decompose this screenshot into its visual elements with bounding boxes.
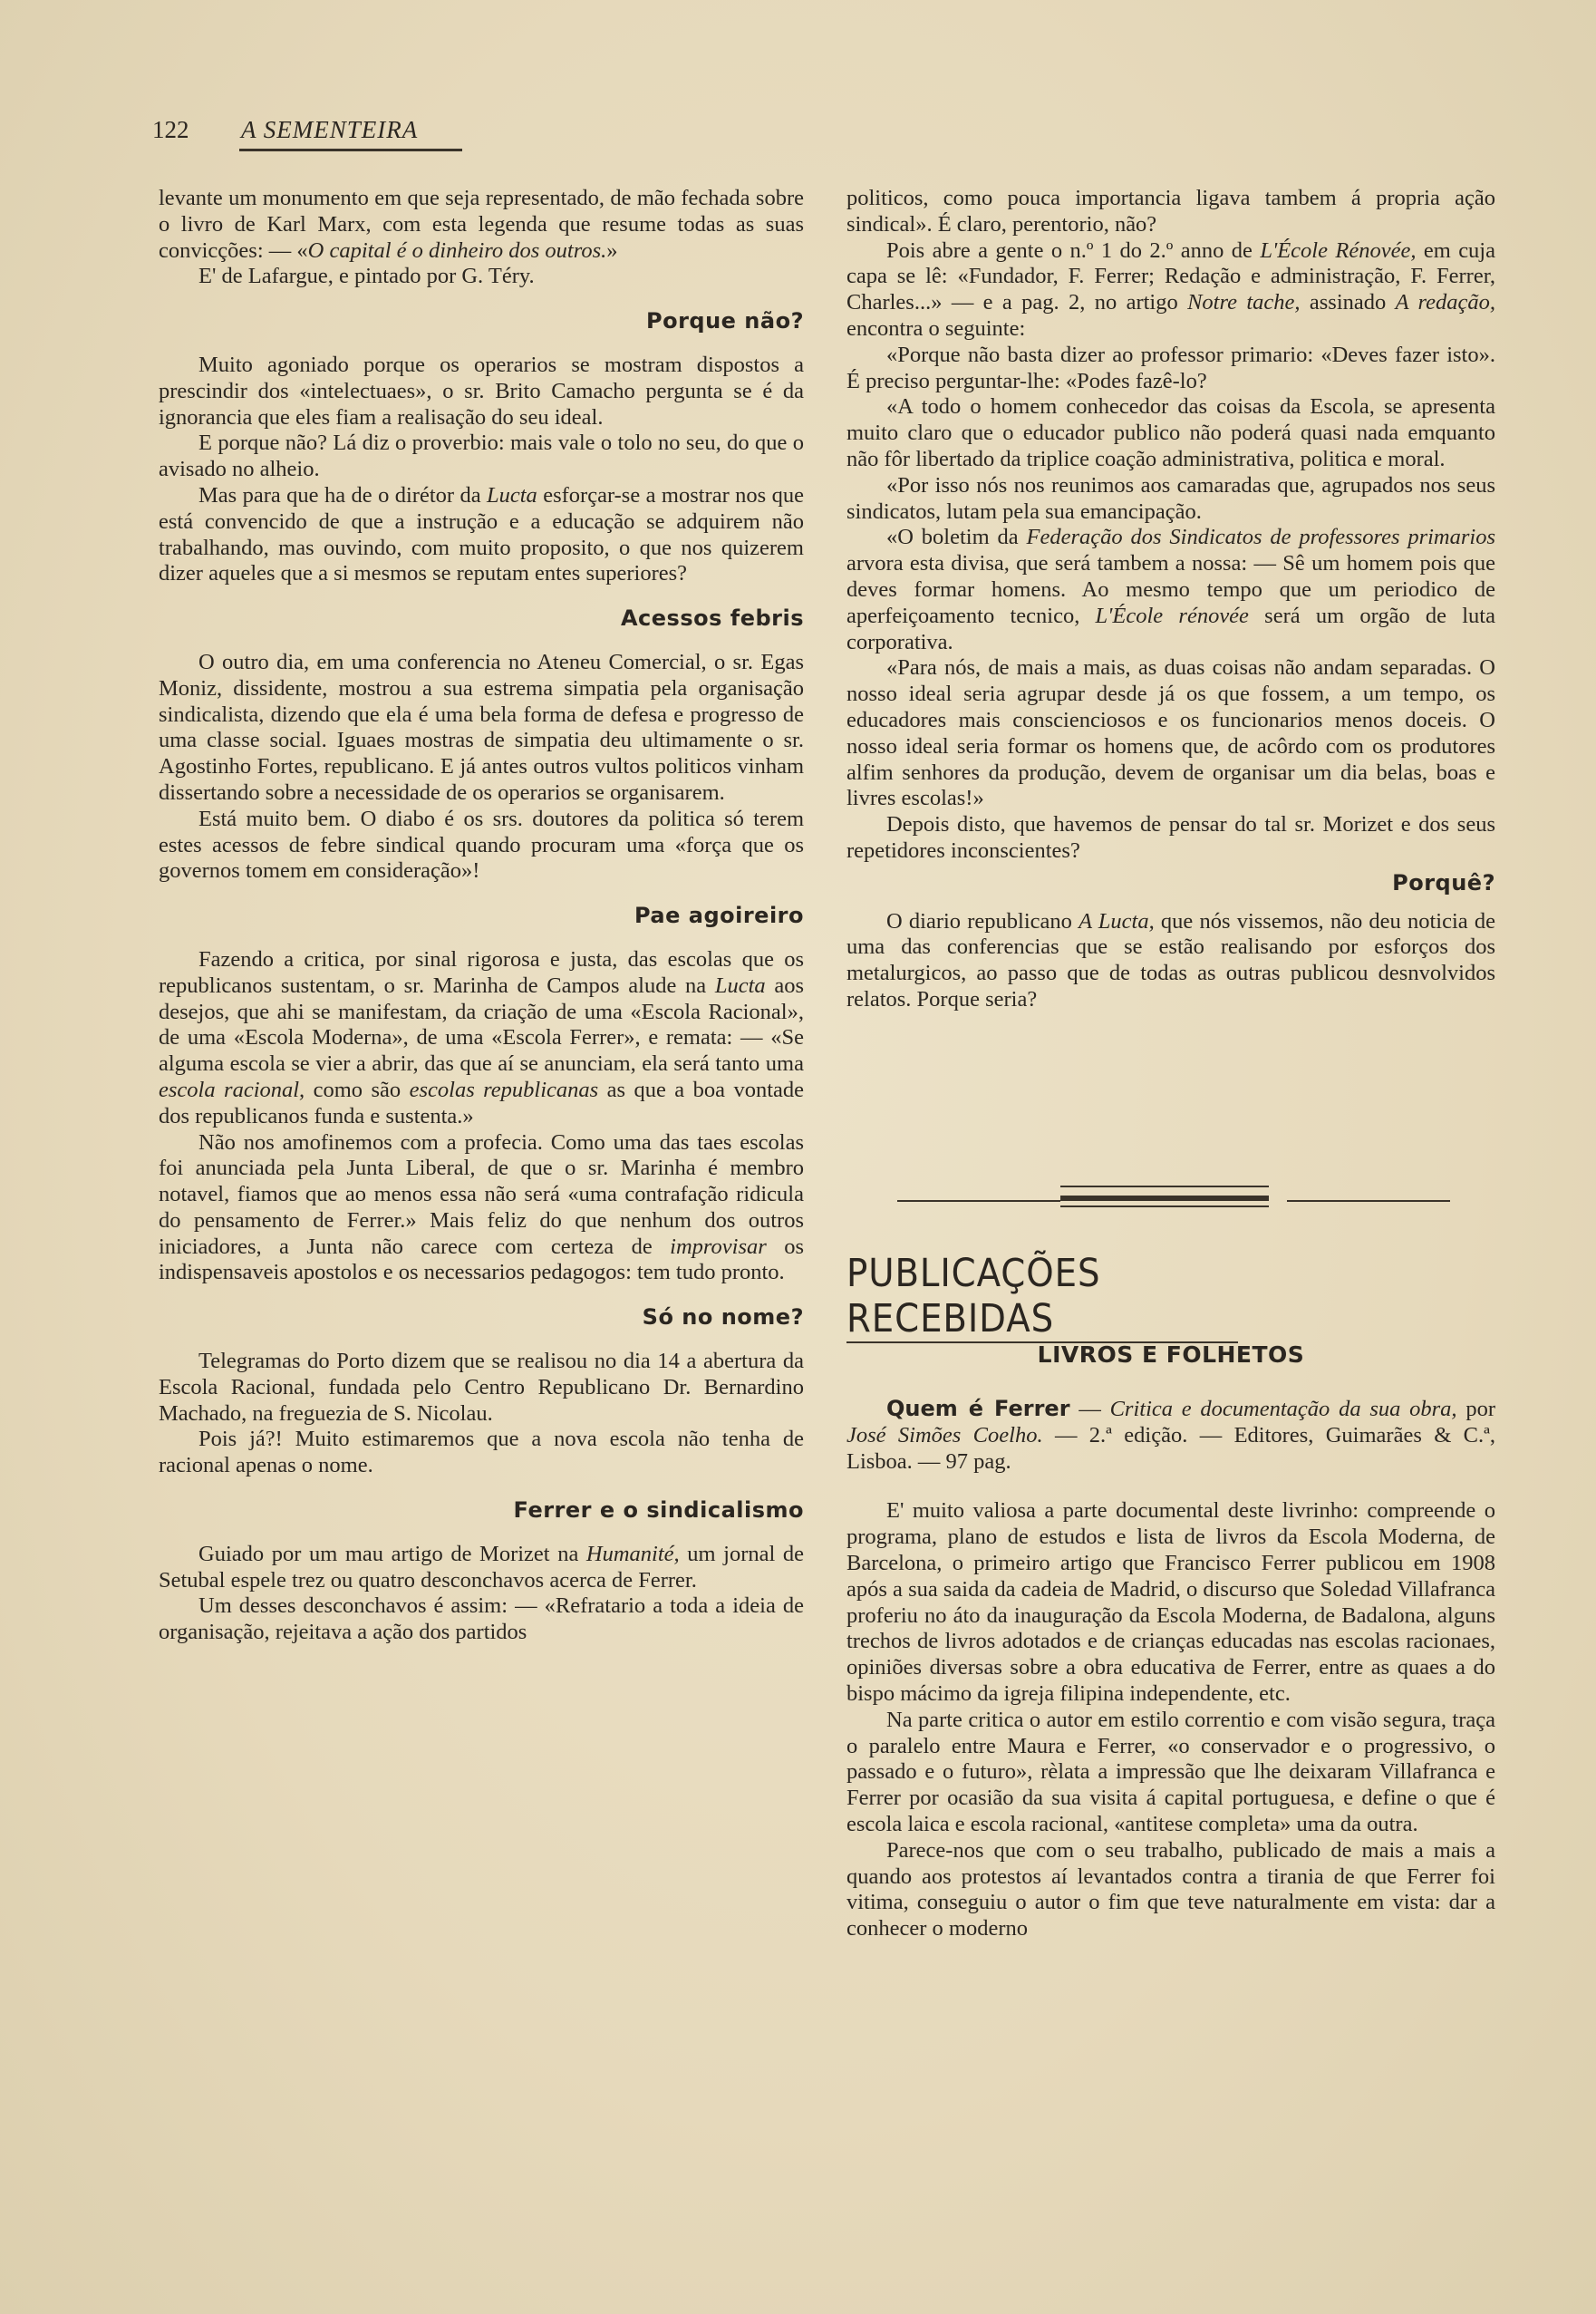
section-title-pae-agoireiro: Pae agoireiro (634, 903, 804, 929)
paragraph: Pois já?! Muito estimaremos que a nova escola não tenha de racional apenas o nome. (159, 1427, 804, 1478)
publications-heading: PUBLICAÇÕES RECEBIDAS (846, 1251, 1238, 1343)
paragraph: E porque não? Lá diz o proverbio: mais vale o tolo no seu, do que o avisado no alheio. (159, 431, 804, 482)
paragraph: «Por isso nós nos reunimos aos camaradas que, agrupados nos seus sindicatos, lutam pela sua emancipação. (846, 472, 1495, 524)
paragraph: Fazendo a critica, por sinal rigorosa e justa, das escolas que os republicanos sustentam, o sr. Marinha de Campos alude na Lucta aos desejos, que ahi se manifestam, da criação de uma «Escola Racional», de uma «Escola Moderna», de uma «Escola Ferrer», e remata: — «Se alguma escola se vier a abrir, das que aí se anunciam, ela será tanto uma escola racional, como são escolas republicanas as que a boa vontade dos republicanos funda e sustenta.» (159, 946, 804, 1128)
section-title-so-no-nome: Só no nome? (642, 1304, 804, 1331)
section-title-ferrer-sindicalismo: Ferrer e o sindicalismo (513, 1497, 804, 1524)
paragraph: O diario republicano A Lucta, que nós vissemos, não deu noticia de uma das conferencias que se estão realisando por esforços dos metalurgicos, ao passo que de todas as outras publicou desnvolvidos relatos. Porque seria? (846, 908, 1495, 1012)
review-paragraph: Parece-nos que com o seu trabalho, publicado de mais a mais a quando aos protestos aí levantados contra a tirania de que Ferrer foi vitima, conseguiu o autor o fim que teve naturalmente em vista: dar a conhecer o moderno (846, 1837, 1495, 1941)
section-title-porque-nao: Porque não? (645, 308, 804, 334)
paragraph: Está muito bem. O diabo é os srs. doutores da politica só terem estes acessos de febre sindical quando procuram uma «força que os governos tomem em consideração»! (159, 806, 804, 884)
paragraph: Mas para que ha de o dirétor da Lucta esforçar-se a mostrar nos que está convencido de que a instrução e a educação se adquirem não trabalhando, mas ouvindo, com muito proposito, o que nos quizerem dizer aqueles que a si mesmos se reputam entes superiores? (159, 482, 804, 586)
left-column (159, 186, 804, 1646)
publications-subheading: LIVROS E FOLHETOS (1037, 1341, 1305, 1368)
paragraph: Não nos amofinemos com a profecia. Como uma das taes escolas foi anunciada pela Junta Liberal, de que o sr. Marinha é membro notavel, fiamos que ao menos essa não será «uma contrafação ridicula do pensamento de Ferrer.» Mais feliz do que nenhum dos outros iniciadores, a Junta não carece com certeza de improvisar os indispensaveis apostolos e os necessarios pedagogos: tem tudo pronto. (159, 1129, 804, 1285)
book-entry: Quem é Ferrer — Critica e documentação da sua obra, por José Simões Coelho. — 2.ª edição. — Editores, Guimarães & C.ª, Lisboa. — 97 pag. (846, 1396, 1495, 1474)
paragraph: Pois abre a gente o n.º 1 do 2.º anno de L'École Rénovée, em cuja capa se lê: «Fundador, F. Ferrer; Redação e administração, F. Ferrer, Charles...» — e a pag. 2, no artigo Notre tache, assinado A redação, encontra o seguinte: (846, 237, 1496, 341)
ornamental-divider (897, 1184, 1495, 1215)
review-paragraph: E' muito valiosa a parte documental deste livrinho: compreende o programa, plano de estudos e lista de livros da Escola Moderna, de Barcelona, o primeiro artigo que Francisco Ferrer publicou em 1908 após a sua saida da cadeia de Madrid, o discurso que Soledad Villafranca proferiu no áto da inauguração da Escola Moderna, de Badalona, alguns trechos de livros adotados e de crianças educadas nas escolas racionaes, opiniões diversas sobre a obra educativa de Ferrer, entre as quaes a do bispo mácimo da igreja filipina independente, etc. (846, 1498, 1495, 1706)
paragraph: «A todo o homem conhecedor das coisas da Escola, se apresenta muito claro que o educador publico não poderá quasi nada emquanto não fôr libertado da triplice coação administrativa, politica e moral. (846, 394, 1495, 471)
publications-column (846, 1396, 1495, 1942)
page-number: 122 (152, 116, 189, 143)
review-paragraph: Na parte critica o autor em estilo correntio e com visão segura, traça o paralelo entre Maura e Ferrer, «o conservador e o progressivo, o passado e o futuro», rèlata a impressão que lhe deixaram Villafranca e Ferrer por ocasião da sua visita á capital portuguesa, e define o que é escola laica e escola racional, «antitese completa» uma da outra. (846, 1707, 1495, 1836)
header-underline (239, 149, 462, 151)
journal-title: A SEMENTEIRA (241, 116, 419, 143)
paragraph: Um desses desconchavos é assim: — «Refratario a toda a ideia de organisação, rejeitava a ação dos partidos (159, 1593, 804, 1645)
intro-paragraph: levante um monumento em que seja representado, de mão fechada sobre o livro de Karl Marx, com esta legenda que resume todas as suas convicções: — «O capital é o dinheiro dos outros.» (159, 186, 804, 263)
section-title-porque: Porquê? (1392, 869, 1495, 896)
paragraph: «O boletim da Federação dos Sindicatos de professores primarios arvora esta divisa, que será tambem a nossa: — Sê um homem pois que deves formar homens. Ao mesmo tempo que um periodico de aperfeiçoamento tecnico, L'École rénovée será um orgão de luta corporativa. (846, 525, 1496, 654)
paragraph: O outro dia, em uma conferencia no Ateneu Comercial, o sr. Egas Moniz, dissidente, mostrou a sua estrema simpatia pela organisação sindicalista, dizendo que ela é uma bela forma de defesa e progresso de uma classe social. Iguaes mostras de simpatia deu ultimamente o sr. Agostinho Fortes, republicano. E já antes outros vultos politicos vinham dissertando sobre a necessidade de os operarios se organisarem. (159, 649, 804, 805)
section-title-acessos-febris: Acessos febris (620, 605, 804, 632)
paragraph: «Para nós, de mais a mais, as duas coisas não andam separadas. O nosso ideal seria agrupar desde já os que fossem, a um tempo, os educadores mais conscienciosos e os funcionarios menos doceis. O nosso ideal seria formar os homens que, de acôrdo com os produtores alfim senhores da produção, devem de organisar um dia belas, boas e livres escolas!» (846, 655, 1495, 811)
paragraph: Depois disto, que havemos de pensar do tal sr. Morizet e dos seus repetidores inconscientes? (846, 812, 1495, 863)
intro-credit: E' de Lafargue, e pintado por G. Téry. (198, 264, 535, 289)
page-header (152, 116, 479, 149)
paragraph: politicos, como pouca importancia ligava tambem á propria ação sindical». É claro, perentorio, não? (846, 186, 1495, 237)
paragraph: «Porque não basta dizer ao professor primario: «Deves fazer isto». É preciso perguntar-lhe: «Podes fazê-lo? (846, 342, 1495, 393)
paragraph: Guiado por um mau artigo de Morizet na Humanité, um jornal de Setubal espele trez ou quatro desconchavos acerca de Ferrer. (159, 1541, 804, 1593)
right-column (846, 186, 1495, 1013)
paragraph: Telegramas do Porto dizem que se realisou no dia 14 a abertura da Escola Racional, fundada pelo Centro Republicano Dr. Bernardino Machado, na freguezia de S. Nicolau. (159, 1349, 804, 1426)
paragraph: Muito agoniado porque os operarios se mostram dispostos a prescindir dos «intelectuaes», o sr. Brito Camacho pergunta se é da ignorancia que eles fiam a realisação do seu ideal. (159, 352, 804, 430)
